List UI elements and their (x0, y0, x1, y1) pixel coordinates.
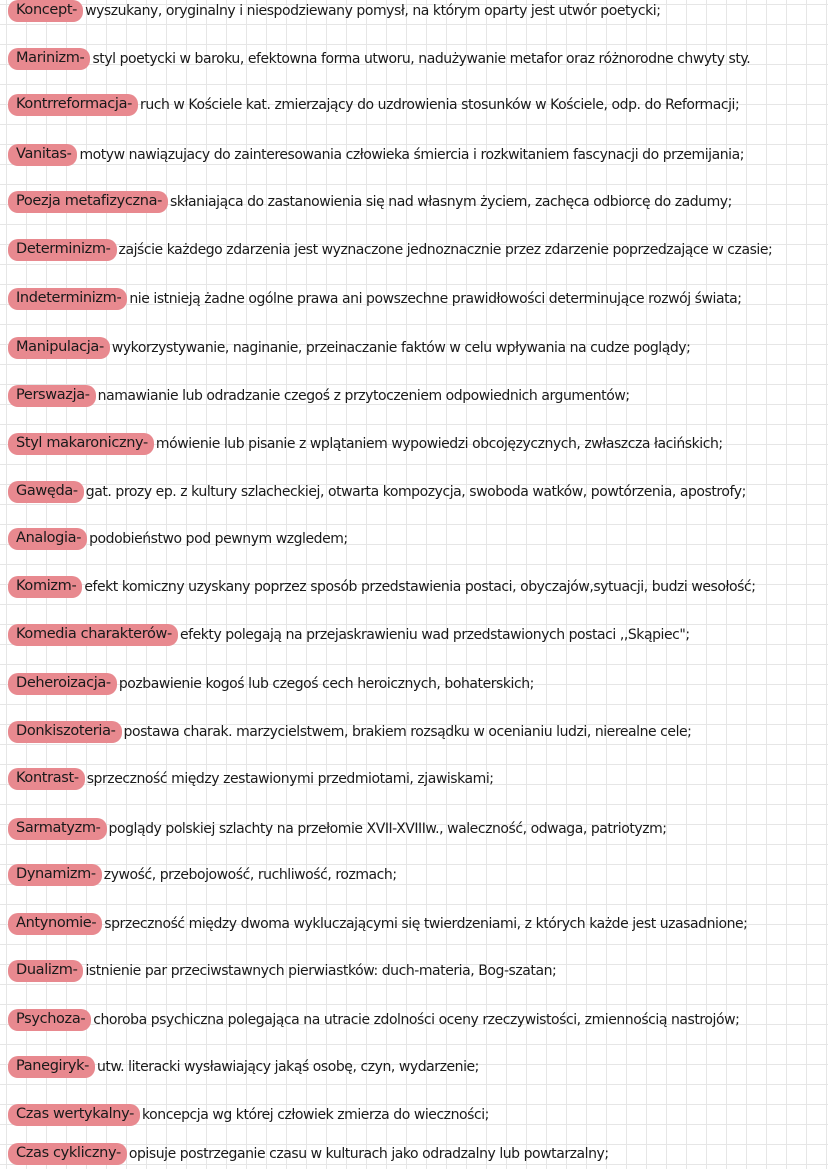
term-definition: podobieństwo pod pewnym wzgledem; (89, 530, 348, 547)
term-definition: namawianie lub odradzanie czegoś z przytoczeniem odpowiednich argumentów; (97, 387, 630, 404)
term-definition: skłaniająca do zastanowienia się nad własnym życiem, zachęca odbiorcę do zadumy; (170, 193, 732, 210)
note-entry (8, 140, 826, 170)
term-highlight: Poezja metafizyczna- (8, 191, 168, 213)
note-entry (8, 814, 826, 844)
note-entry (8, 764, 826, 794)
term-highlight: Gawęda- (8, 481, 84, 503)
term-highlight: Antynomie- (8, 913, 102, 935)
term-definition: wyszukany, oryginalny i niespodziewany pomysł, na którym oparty jest utwór poetycki; (85, 2, 661, 19)
term-definition: koncepcja wg której człowiek zmierza do wieczności; (142, 1106, 489, 1123)
term-highlight: Kontrast- (8, 768, 85, 790)
note-entry (8, 956, 826, 986)
note-entry (8, 620, 826, 650)
term-highlight: Vanitas- (8, 144, 77, 166)
term-highlight: Sarmatyzm- (8, 818, 107, 840)
term-highlight: Determinizm- (8, 239, 117, 261)
term-definition: opisuje postrzeganie czasu w kulturach jako odradzalny lub powtarzalny; (128, 1145, 609, 1162)
note-entry (8, 1100, 826, 1130)
note-entry (8, 1005, 826, 1035)
term-highlight: Indeterminizm- (8, 288, 127, 310)
note-entry (8, 477, 826, 507)
term-highlight: Czas cykliczny- (8, 1143, 127, 1165)
term-definition: pozbawienie kogoś lub czegoś cech heroicznych, bohaterskich; (118, 675, 534, 692)
term-highlight: Styl makaroniczny- (8, 433, 154, 455)
term-definition: efekty polegają na przejaskrawieniu wad przedstawionych postaci ,,Skąpiec"; (179, 626, 690, 643)
note-entry (8, 860, 826, 890)
note-entry (8, 0, 826, 26)
term-highlight: Komedia charakterów- (8, 624, 178, 646)
note-entry (8, 572, 826, 602)
term-definition: nie istnieją żadne ogólne prawa ani powszechne prawidłowości determinujące rozwój świata; (129, 290, 742, 307)
note-entry (8, 187, 826, 217)
term-definition: poglądy polskiej szlachty na przełomie XVII-XVIIIw., waleczność, odwaga, patriotyzm; (108, 820, 667, 837)
term-definition: wykorzystywanie, naginanie, przeinaczanie faktów w celu wpływania na cudze poglądy; (111, 339, 691, 356)
term-definition: choroba psychiczna polegająca na utracie zdolności oceny rzeczywistości, zmiennością nastrojów; (93, 1011, 740, 1028)
term-definition: efekt komiczny uzyskany poprzez sposób przedstawienia postaci, obyczajów,sytuacji, budzi wesołość; (84, 578, 756, 595)
term-highlight: Analogia- (8, 528, 87, 550)
term-highlight: Donkiszoteria- (8, 721, 122, 743)
term-highlight: Czas wertykalny- (8, 1104, 140, 1126)
note-entry (8, 429, 826, 459)
term-definition: gat. prozy ep. z kultury szlacheckiej, otwarta kompozycja, swoboda watków, powtórzenia, apostrofy; (85, 483, 746, 500)
term-highlight: Kontrreformacja- (8, 94, 138, 116)
note-entry (8, 90, 826, 120)
term-highlight: Dynamizm- (8, 864, 102, 886)
term-highlight: Deheroizacja- (8, 673, 117, 695)
term-definition: zajście każdego zdarzenia jest wyznaczone jednoznacznie przez zdarzenie poprzedzające w czasie; (118, 241, 773, 258)
term-highlight: Dualizm- (8, 960, 83, 982)
term-definition: motyw nawiązujacy do zainteresowania człowieka śmiercia i rozkwitaniem fascynacji do przemijania; (79, 146, 744, 163)
term-highlight: Koncept- (8, 0, 83, 22)
term-highlight: Marinizm- (8, 48, 90, 70)
term-highlight: Komizm- (8, 576, 82, 598)
note-entry (8, 235, 826, 265)
note-entry (8, 381, 826, 411)
note-entry (8, 909, 826, 939)
term-highlight: Manipulacja- (8, 337, 110, 359)
term-definition: zywość, przebojowość, ruchliwość, rozmach; (103, 866, 397, 883)
note-entry (8, 284, 826, 314)
note-entry (8, 1139, 826, 1169)
term-definition: sprzeczność między dwoma wykluczającymi się twierdzeniami, z których każde jest uzasadnione; (104, 915, 748, 932)
term-definition: ruch w Kościele kat. zmierzający do uzdrowienia stosunków w Kościele, odp. do Reformacji; (140, 96, 740, 113)
term-highlight: Perswazja- (8, 385, 96, 407)
note-entry (8, 1052, 826, 1082)
term-definition: mówienie lub pisanie z wplątaniem wypowiedzi obcojęzycznych, zwłaszcza łacińskich; (155, 435, 723, 452)
term-definition: utw. literacki wysławiający jakąś osobę, czyn, wydarzenie; (97, 1058, 479, 1075)
note-entry (8, 669, 826, 699)
term-definition: postawa charak. marzycielstwem, brakiem rozsądku w ocenianiu ludzi, nierealne cele; (123, 723, 692, 740)
note-entry (8, 44, 826, 74)
note-entry (8, 524, 826, 554)
term-highlight: Panegiryk- (8, 1056, 95, 1078)
note-entry (8, 717, 826, 747)
term-definition: styl poetycki w baroku, efektowna forma utworu, nadużywanie metafor oraz różnorodne chwyty sty. (92, 50, 751, 67)
term-definition: istnienie par przeciwstawnych pierwiastków: duch-materia, Bog-szatan; (85, 962, 557, 979)
note-entry (8, 333, 826, 363)
term-definition: sprzeczność między zestawionymi przedmiotami, zjawiskami; (86, 770, 494, 787)
term-highlight: Psychoza- (8, 1009, 91, 1031)
